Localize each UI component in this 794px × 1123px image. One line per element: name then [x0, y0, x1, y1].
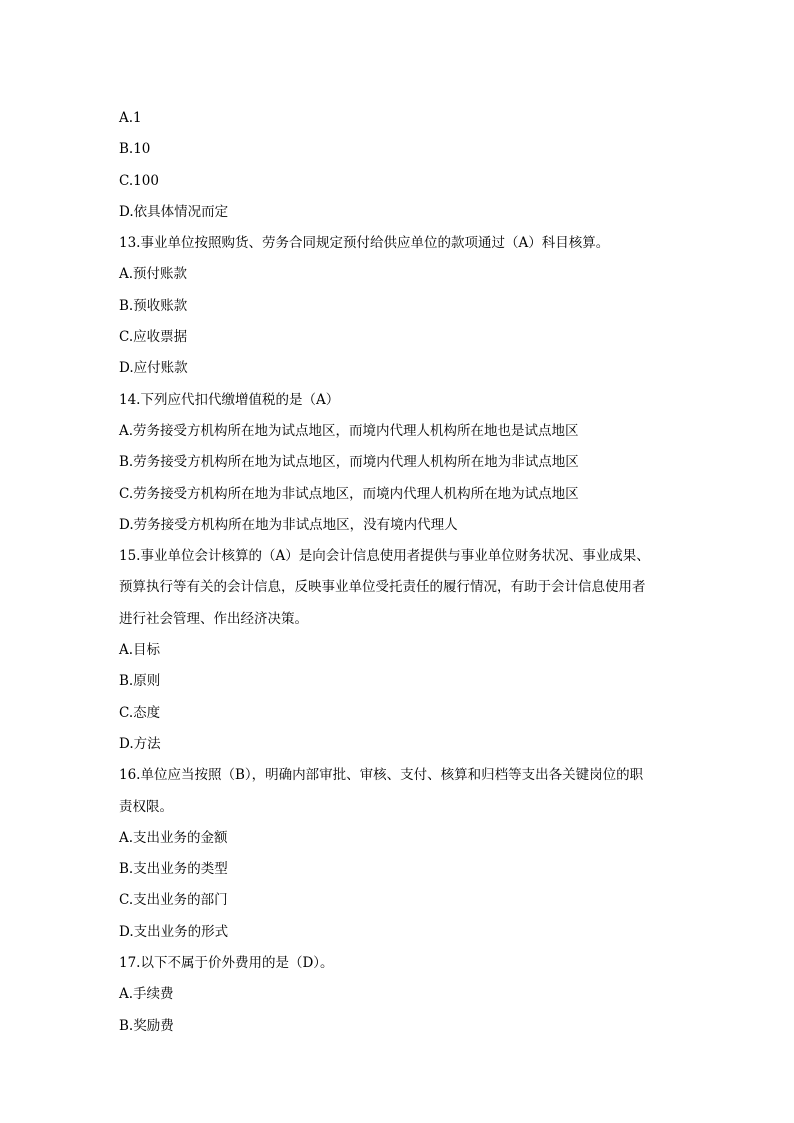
option-d-q15: D.方法 — [119, 735, 161, 752]
option-b-q15: B.原则 — [119, 673, 161, 690]
question-17: 17.以下不属于价外费用的是（D）。 — [119, 955, 334, 972]
option-b-q12: B.10 — [119, 141, 151, 158]
option-b-q14: B.劳务接受方机构所在地为试点地区，而境内代理人机构所在地为非试点地区 — [119, 454, 579, 471]
option-a-q15: A.目标 — [119, 642, 161, 659]
question-15-line-1: 15.事业单位会计核算的（A）是向会计信息使用者提供与事业单位财务状况、事业成果、 — [119, 548, 650, 565]
option-d-q13: D.应付账款 — [119, 360, 188, 377]
question-15-line-3: 进行社会管理、作出经济决策。 — [119, 610, 308, 627]
question-16-line-2: 责权限。 — [119, 798, 173, 815]
option-a-q12: A.1 — [119, 110, 142, 126]
option-a-q17: A.手续费 — [119, 986, 174, 1003]
question-15-line-2: 预算执行等有关的会计信息，反映事业单位受托责任的履行情况，有助于会计信息使用者 — [119, 579, 646, 596]
option-b-q13: B.预收账款 — [119, 297, 188, 314]
question-14: 14.下列应代扣代缴增值税的是（A） — [119, 391, 340, 408]
question-16-line-1: 16.单位应当按照（B），明确内部审批、审核、支付、核算和归档等支出各关键岗位的职 — [119, 767, 644, 784]
option-d-q16: D.支出业务的形式 — [119, 923, 229, 940]
option-c-q15: C.态度 — [119, 704, 161, 721]
document-body — [119, 103, 679, 1042]
option-c-q13: C.应收票据 — [119, 329, 188, 346]
option-d-q14: D.劳务接受方机构所在地为非试点地区，没有境内代理人 — [119, 516, 458, 533]
option-c-q16: C.支出业务的部门 — [119, 892, 228, 909]
option-a-q13: A.预付账款 — [119, 266, 188, 283]
question-13: 13.事业单位按照购货、劳务合同规定预付给供应单位的款项通过（A）科目核算。 — [119, 235, 610, 252]
option-d-q12: D.依具体情况而定 — [119, 203, 229, 220]
option-a-q16: A.支出业务的金额 — [119, 829, 228, 846]
option-b-q17: B.奖励费 — [119, 1017, 174, 1034]
option-b-q16: B.支出业务的类型 — [119, 861, 228, 878]
option-c-q14: C.劳务接受方机构所在地为非试点地区，而境内代理人机构所在地为试点地区 — [119, 485, 579, 502]
option-a-q14: A.劳务接受方机构所在地为试点地区，而境内代理人机构所在地也是试点地区 — [119, 422, 579, 439]
option-c-q12: C.100 — [119, 172, 159, 189]
